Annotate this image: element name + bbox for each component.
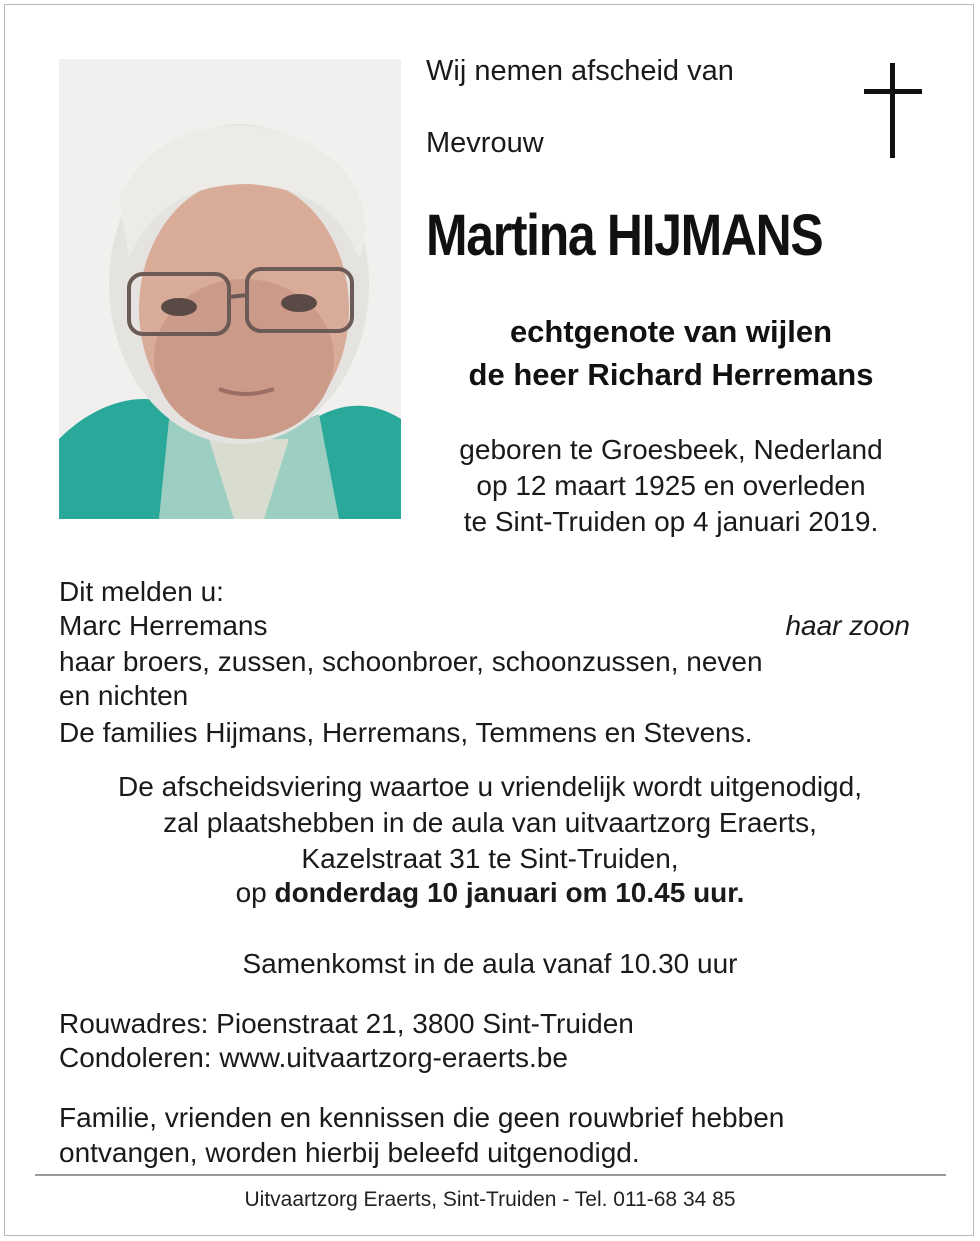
birth-line-2: op 12 maart 1925 en overleden [476,470,866,501]
footer-divider [35,1174,946,1176]
ceremony-line-2: zal plaatshebben in de aula van uitvaartzorg Eraerts, [163,807,817,838]
spouse-line-1: echtgenote van wijlen [509,314,833,349]
birth-line-3: te Sint-Truiden op 4 januari 2019. [463,506,879,537]
gathering-text: Samenkomst in de aula vanaf 10.30 uur [242,948,738,979]
family-others-line-2: en nichten [59,680,189,711]
closing-line-1: Familie, vrienden en kennissen die geen rouwbrief hebben [59,1102,785,1133]
family-member-relation: haar zoon [785,610,910,641]
ceremony-line-1: De afscheidsviering waartoe u vriendelijk wordt uitgenodigd, [118,771,862,802]
deceased-name: Martina HIJMANS [426,203,823,268]
family-intro: Dit melden u: [59,576,224,607]
cross-icon [864,63,922,158]
footer-text: Uitvaartzorg Eraerts, Sint-Truiden - Tel. 011-68 34 85 [244,1188,736,1211]
ceremony-date [0,876,980,910]
portrait-illustration [59,59,401,519]
family-others-line-3: De families Hijmans, Herremans, Temmens en Stevens. [59,717,753,748]
honorific: Mevrouw [426,127,544,159]
ceremony-line-3: Kazelstraat 31 te Sint-Truiden, [301,843,679,874]
closing-line-2: ontvangen, worden hierbij beleefd uitgenodigd. [59,1137,640,1168]
mourning-address: Rouwadres: Pioenstraat 21, 3800 Sint-Truiden [59,1008,634,1039]
ceremony-date-bold: donderdag 10 januari om 10.45 uur. [274,877,745,908]
ceremony-date-prefix: op [235,877,267,908]
birth-line-1: geboren te Groesbeek, Nederland [459,434,883,465]
portrait-photo [59,59,401,519]
condolence-website[interactable]: Condoleren: www.uitvaartzorg-eraerts.be [59,1042,568,1073]
spouse-line-2: de heer Richard Herremans [468,357,874,392]
family-member-name: Marc Herremans [59,610,268,641]
family-others-line-1: haar broers, zussen, schoonbroer, schoonzussen, neven [59,646,763,677]
intro-text: Wij nemen afscheid van [426,55,734,87]
